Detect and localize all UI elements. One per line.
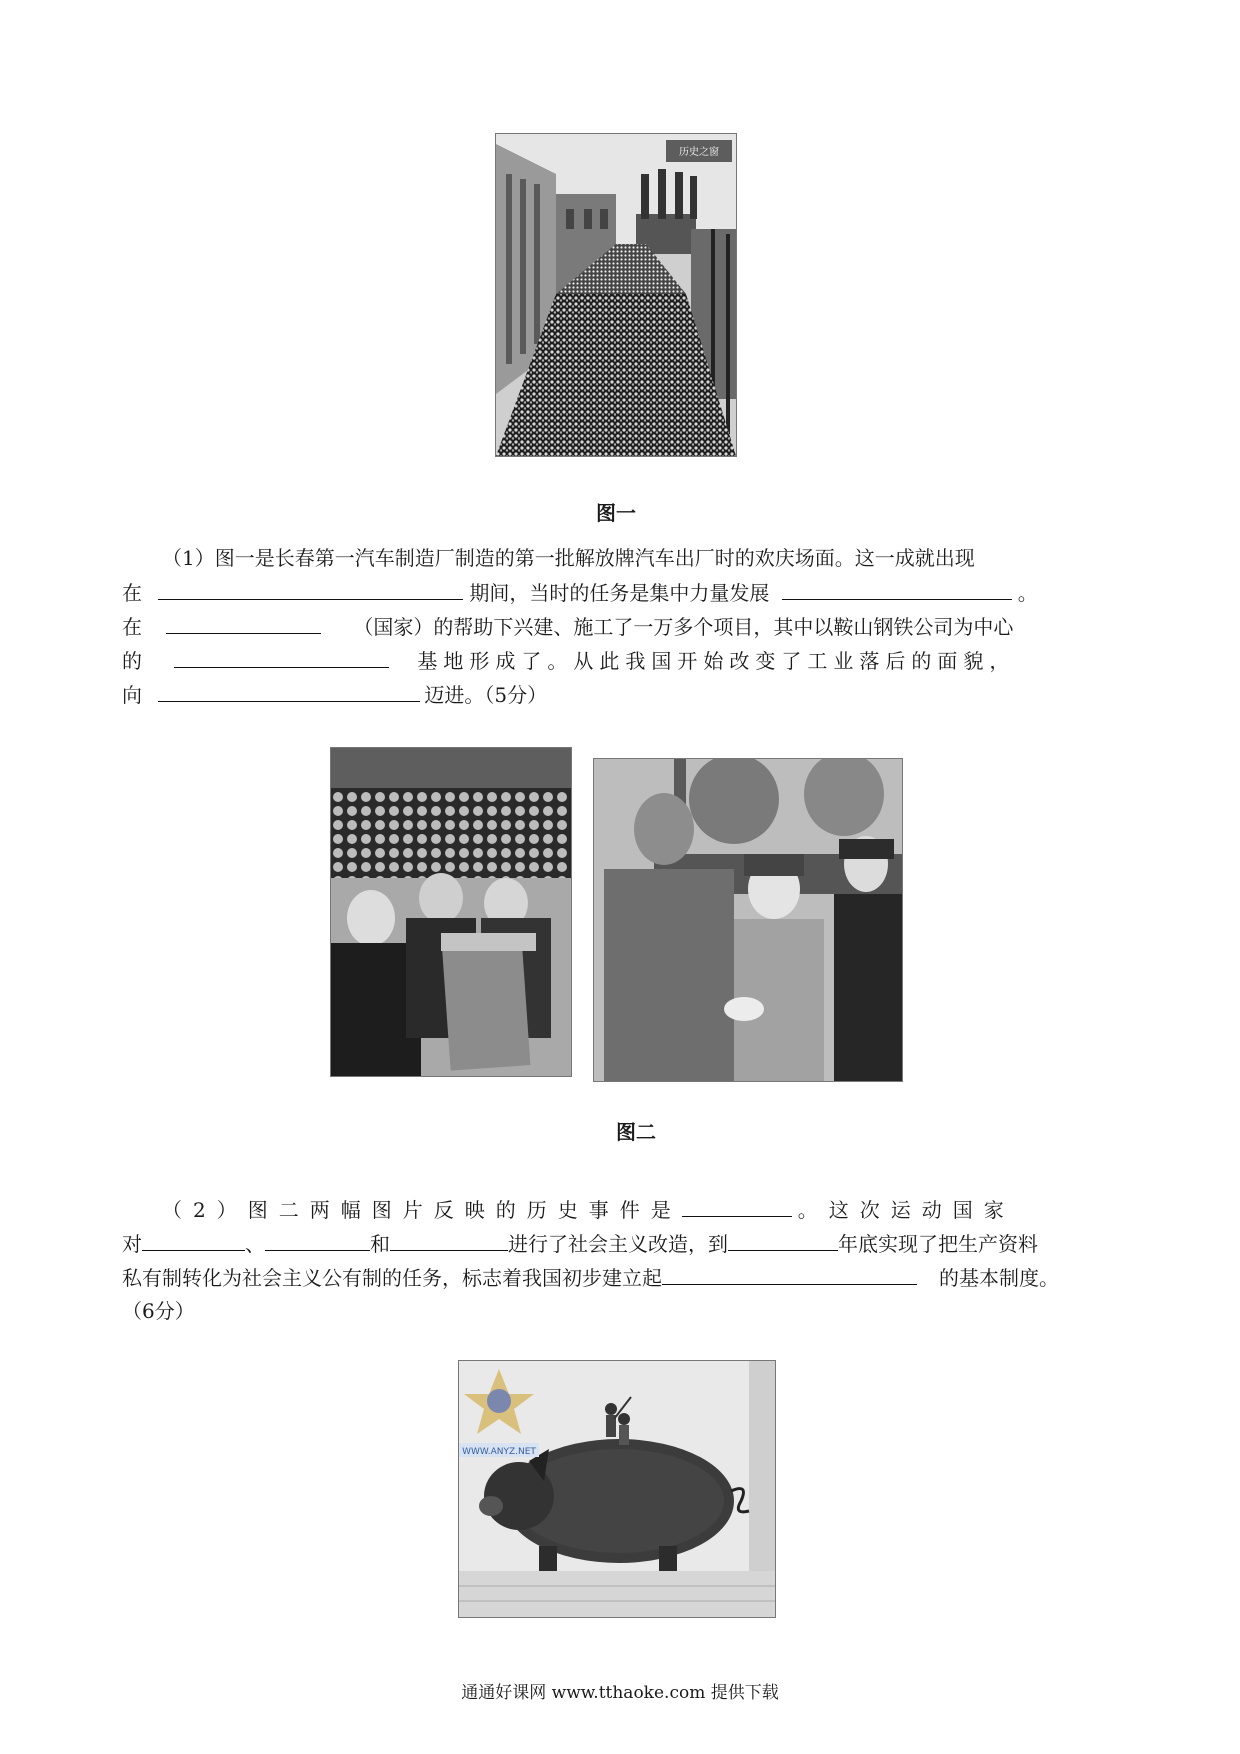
- merchants-submit-application-image: [331, 748, 571, 1076]
- answer-blank-system[interactable]: [662, 1262, 917, 1285]
- answer-blank-goal[interactable]: [158, 679, 420, 702]
- answer-blank-country[interactable]: [166, 611, 321, 634]
- figure1-caption: 图一: [596, 501, 636, 525]
- crowd-scene-image: [496, 134, 736, 456]
- figure2-caption: 图二: [616, 1120, 656, 1144]
- answer-blank-industry[interactable]: [782, 577, 1012, 600]
- page-footer: 通通好课网 www.tthaoke.com 提供下载: [461, 1683, 779, 1703]
- figure1-watermark: 历史之窗: [679, 147, 719, 158]
- answer-blank-base[interactable]: [174, 645, 389, 668]
- figure2-photo-right: [593, 758, 903, 1082]
- figure1-photo: [495, 133, 737, 457]
- figure3-watermark: WWW.ANYZ.NET: [462, 1447, 536, 1457]
- q1-line5: 向 迈进。（5分）: [122, 679, 1124, 709]
- q2-line1: （2）图二两幅图片反映的历史事件是 。这次运动国家: [122, 1194, 1124, 1224]
- answer-blank-commerce[interactable]: [390, 1228, 508, 1251]
- q2-line3: 私有制转化为社会主义公有制的任务，标志着我国初步建立起 的基本制度。: [122, 1262, 1124, 1292]
- answer-blank-agriculture[interactable]: [142, 1228, 245, 1251]
- q1-line2: 在 期间，当时的任务是集中力量发展 。: [122, 577, 1124, 607]
- q1-line4: 的 基地形成了。从此我国开始改变了工业落后的面貌，: [122, 645, 1124, 675]
- handshake-scene-image: [594, 759, 902, 1081]
- answer-blank-year[interactable]: [728, 1228, 838, 1251]
- q2-line2: 对 、 和 进行了社会主义改造，到 年底实现了把生产资料: [122, 1228, 1124, 1258]
- q1-line3: 在 （国家）的帮助下兴建、施工了一万多个项目，其中以鞍山钢铁公司为中心: [122, 611, 1124, 641]
- answer-blank-period[interactable]: [158, 577, 463, 600]
- figure3-photo: [458, 1360, 776, 1618]
- answer-blank-event[interactable]: [682, 1194, 792, 1217]
- answer-blank-handicraft[interactable]: [265, 1228, 370, 1251]
- q1-line1: （1）图一是长春第一汽车制造厂制造的第一批解放牌汽车出厂时的欢庆场面。这一成就出现: [162, 546, 975, 570]
- q2-line4: （6分）: [122, 1299, 195, 1323]
- figure2-photo-left: [330, 747, 572, 1077]
- big-pig-mural-image: [459, 1361, 775, 1617]
